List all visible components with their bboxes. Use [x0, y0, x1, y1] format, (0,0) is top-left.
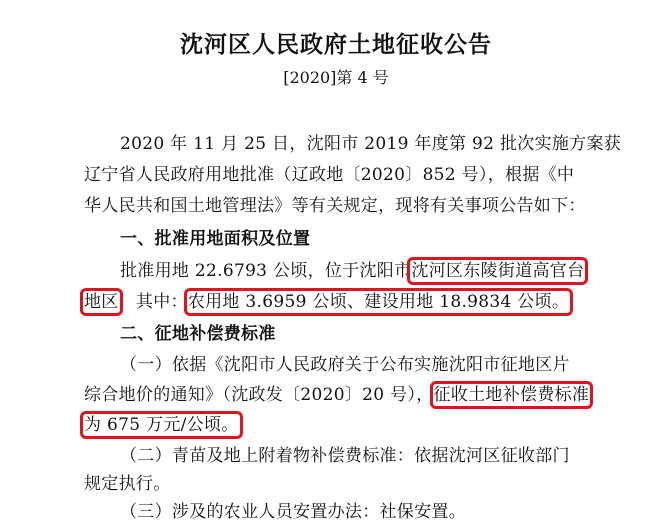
section-heading: 二、征地补偿费标准	[120, 324, 276, 344]
line-text: ，其中：	[118, 292, 188, 312]
paragraph-line	[84, 410, 239, 435]
paragraph-line: （二）青苗及地上附着物补偿费标准：依据沈河区征收部门	[120, 446, 570, 466]
paragraph-line: 辽宁省人民政府用地批准（辽政地〔2020〕852 号），根据《中	[84, 165, 575, 185]
line-text: 批准用地 22.6793 公顷，位于沈阳市	[120, 261, 412, 281]
document-number: [2020]第 4 号	[283, 68, 389, 87]
paragraph-line: （三）涉及的农业人员安置办法：社保安置。	[120, 502, 466, 522]
highlighted-land-area: 农用地 3.6959 公顷、建设用地 18.9834 公顷。	[187, 292, 570, 312]
paragraph-line	[84, 287, 569, 312]
paragraph-line	[120, 256, 584, 281]
paragraph-line: 华人民共和国土地管理法》等有关规定，现将有关事项公告如下：	[84, 196, 586, 216]
highlighted-compensation-amount: 为 675 万元/公顷。	[84, 415, 239, 435]
highlighted-location: 沈河区东陵街道高官台	[411, 261, 585, 281]
line-text: 综合地价的通知》（沈政发〔2020〕20 号），	[84, 385, 434, 405]
document-title: 沈河区人民政府土地征收公告	[180, 32, 492, 58]
paragraph-line: 2020 年 11 月 25 日，沈阳市 2019 年度第 92 批次实施方案获	[120, 134, 622, 154]
section-heading: 一、批准用地面积及位置	[120, 229, 311, 249]
highlighted-compensation-standard: 征收土地补偿费标准	[433, 385, 590, 405]
highlighted-location-cont: 地区	[84, 292, 119, 312]
paragraph-line: （一）依据《沈阳市人民政府关于公布实施沈阳市征地区片	[120, 355, 570, 375]
paragraph-line: 规定执行。	[84, 474, 171, 494]
paragraph-line	[84, 380, 589, 405]
